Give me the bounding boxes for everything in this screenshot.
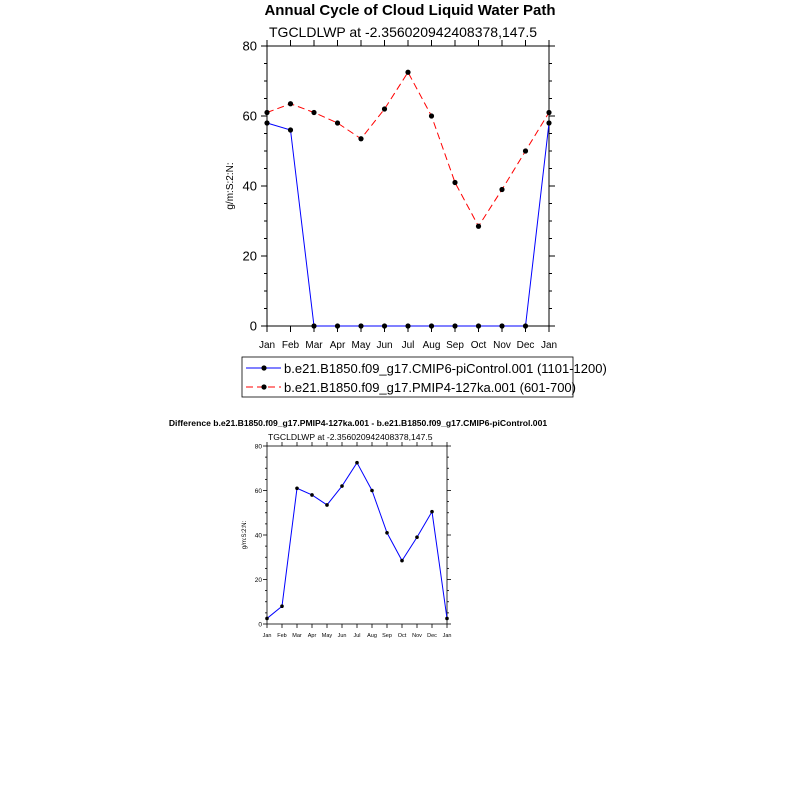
difference-chart-axes <box>255 442 452 639</box>
series-1-point <box>499 323 504 328</box>
y-tick-label: 80 <box>254 443 262 451</box>
series-2-point <box>429 113 434 118</box>
series-1-point <box>385 531 389 535</box>
series-1-point <box>311 323 316 328</box>
difference-chart-series <box>265 461 449 620</box>
series-1-point <box>382 323 387 328</box>
x-tick-label: Jul <box>353 633 361 639</box>
series-line-1 <box>267 463 447 619</box>
series-1-point <box>546 120 551 125</box>
top-chart-y-axis-label: g/m:S:2:N: <box>225 162 236 210</box>
x-tick-label: Apr <box>329 340 346 351</box>
series-1-point <box>295 486 299 490</box>
series-1-point <box>310 493 314 497</box>
series-2-point <box>452 180 457 185</box>
series-2-point <box>476 224 481 229</box>
series-1-point <box>415 535 419 539</box>
series-1-point <box>265 617 269 621</box>
x-tick-label: Jan <box>262 633 272 639</box>
difference-chart-y-axis-label: g/m:S:2:N: <box>242 520 248 550</box>
series-1-point <box>430 510 434 514</box>
series-1-point <box>335 323 340 328</box>
y-tick-label: 0 <box>249 318 257 334</box>
series-line-1 <box>267 123 549 326</box>
series-1-point <box>358 323 363 328</box>
series-1-point <box>264 120 269 125</box>
series-1-point <box>452 323 457 328</box>
x-tick-label: Dec <box>427 633 437 639</box>
y-tick-label: 40 <box>242 178 257 194</box>
series-line-2 <box>267 72 549 226</box>
series-1-point <box>280 604 284 608</box>
series-1-point <box>355 461 359 465</box>
top-line-chart <box>225 39 557 351</box>
x-tick-label: May <box>321 633 333 639</box>
x-tick-label: Sep <box>446 340 464 351</box>
main-title: Annual Cycle of Cloud Liquid Water Path <box>264 2 556 19</box>
y-tick-label: 20 <box>242 248 257 264</box>
series-1-point <box>288 127 293 132</box>
x-tick-label: Feb <box>281 340 300 351</box>
y-tick-label: 40 <box>254 532 262 540</box>
y-tick-label: 60 <box>242 108 257 124</box>
x-tick-label: Sep <box>382 633 392 639</box>
x-tick-label: Nov <box>412 633 422 639</box>
series-2-point <box>264 110 269 115</box>
legend-label-series-2: b.e21.B1850.f09_g17.PMIP4-127ka.001 (601-700) <box>284 380 576 395</box>
series-2-point <box>382 106 387 111</box>
series-1-point <box>340 484 344 488</box>
series-1-point <box>325 503 329 507</box>
x-tick-label: Mar <box>292 633 302 639</box>
x-tick-label: Oct <box>470 340 487 351</box>
series-1-point <box>476 323 481 328</box>
y-tick-label: 80 <box>242 38 257 54</box>
x-tick-label: Jan <box>540 340 558 351</box>
series-2-point <box>546 110 551 115</box>
y-tick-label: 20 <box>254 576 262 584</box>
series-1-point <box>370 489 374 493</box>
x-tick-label: Dec <box>516 340 535 351</box>
x-tick-label: Mar <box>305 340 323 351</box>
legend-marker-solid <box>261 365 266 370</box>
x-tick-label: Jun <box>376 340 393 351</box>
x-tick-label: Nov <box>493 340 511 351</box>
y-tick-label: 60 <box>254 487 262 495</box>
difference-line-chart <box>242 442 451 639</box>
y-tick-label: 0 <box>258 621 262 629</box>
legend-marker-dashed <box>261 384 266 389</box>
series-1-point <box>429 323 434 328</box>
x-tick-label: Jun <box>337 633 347 639</box>
series-2-point <box>499 187 504 192</box>
legend-label-series-1: b.e21.B1850.f09_g17.CMIP6-piControl.001 (1101-1200) <box>284 361 607 376</box>
series-2-point <box>311 110 316 115</box>
series-1-point <box>400 559 404 563</box>
series-2-point <box>523 148 528 153</box>
x-tick-label: May <box>351 340 371 351</box>
x-tick-label: Jul <box>401 340 415 351</box>
top-chart-series <box>264 70 551 329</box>
top-chart-legend <box>242 357 607 397</box>
difference-chart-title: Difference b.e21.B1850.f09_g17.PMIP4-127ka.001 - b.e21.B1850.f09_g17.CMIP6-piControl.001 <box>168 418 548 428</box>
series-2-point <box>405 70 410 75</box>
x-tick-label: Jan <box>442 633 452 639</box>
x-tick-label: Feb <box>277 633 287 639</box>
x-tick-label: Aug <box>367 633 377 639</box>
top-chart-subtitle: TGCLDLWP at -2.356020942408378,147.5 <box>269 24 538 40</box>
series-1-point <box>405 323 410 328</box>
series-1-point <box>523 323 528 328</box>
x-tick-label: Apr <box>307 633 317 639</box>
series-1-point <box>445 617 449 621</box>
difference-chart-plot-frame <box>267 446 447 624</box>
difference-chart-subtitle: TGCLDLWP at -2.356020942408378,147.5 <box>268 432 433 442</box>
x-tick-label: Aug <box>422 340 441 351</box>
series-2-point <box>358 136 363 141</box>
series-2-point <box>288 101 293 106</box>
x-tick-label: Jan <box>258 340 276 351</box>
series-2-point <box>335 120 340 125</box>
x-tick-label: Oct <box>397 633 407 639</box>
